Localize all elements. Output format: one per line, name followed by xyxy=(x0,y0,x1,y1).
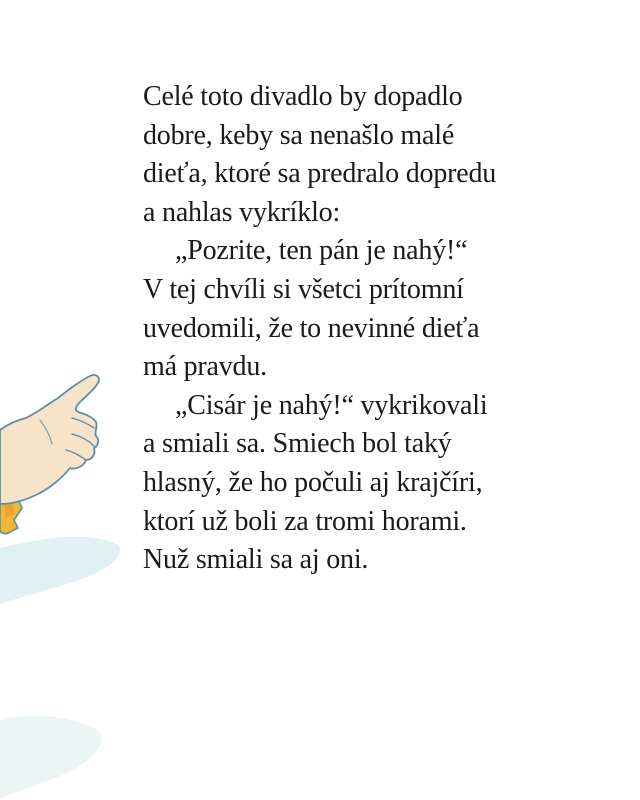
text-line: Celé toto divadlo by dopadlo xyxy=(143,81,463,112)
text-line: dobre, keby sa nenašlo malé xyxy=(143,119,455,151)
hand-icon xyxy=(0,375,99,504)
text-line: ktorí už boli za tromi horami. xyxy=(143,505,467,537)
text-line: V tej chvíli si všetci prítomní xyxy=(143,273,464,305)
text-line: má pravdu. xyxy=(143,351,267,383)
text-line: a nahlas vykríklo: xyxy=(143,196,341,228)
text-line: „Pozrite, ten pán je nahý!“ xyxy=(175,235,468,267)
text-line: Nuž smiali sa aj oni. xyxy=(143,544,369,576)
text-line: a smiali sa. Smiech bol taký xyxy=(143,428,452,460)
watercolor-wash xyxy=(0,537,120,604)
text-line: dieťa, ktoré sa predralo dopredu xyxy=(143,158,497,190)
text-line: hlasný, že ho počuli aj krajčíri, xyxy=(143,466,483,498)
text-line: „Cisár je nahý!“ vykrikovali xyxy=(175,389,488,421)
story-text xyxy=(143,78,613,580)
watercolor-wash-lower xyxy=(0,716,102,798)
text-line: uvedomili, že to nevinné dieťa xyxy=(143,312,480,344)
